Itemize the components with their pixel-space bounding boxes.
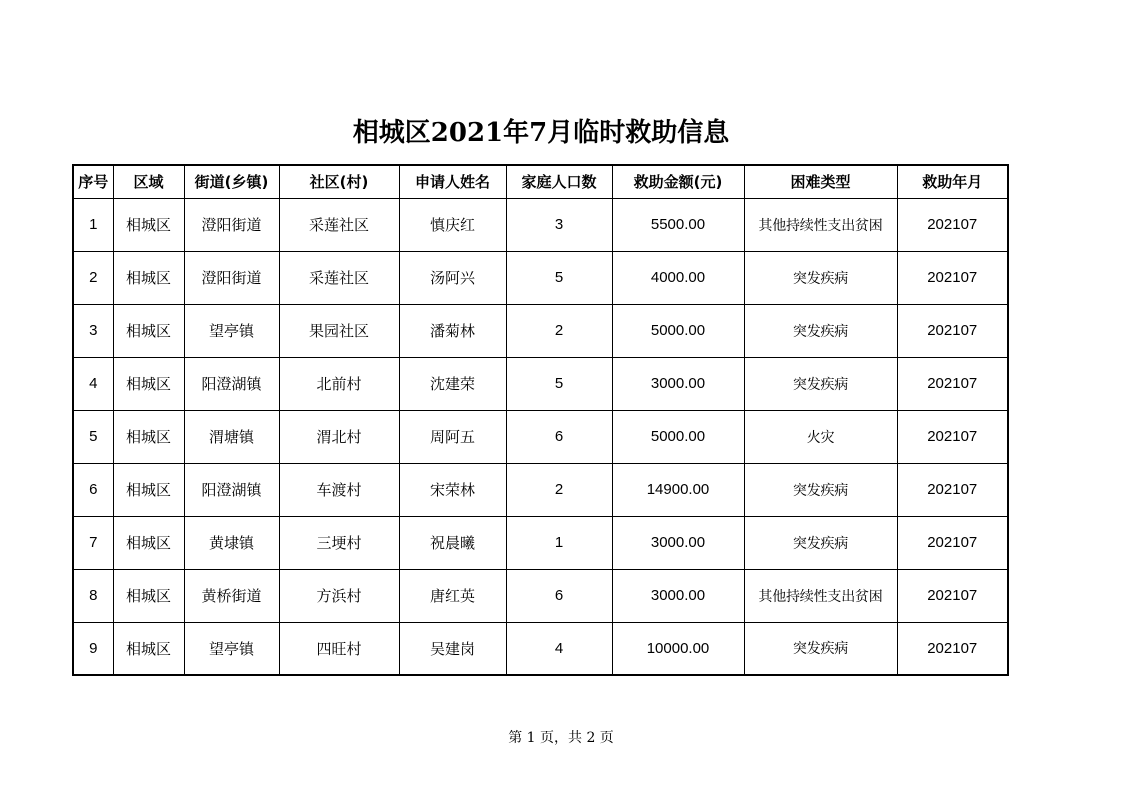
cell-serial: 7 (73, 516, 113, 569)
cell-amount: 10000.00 (612, 622, 744, 675)
cell-district: 相城区 (113, 463, 184, 516)
header-applicant: 申请人姓名 (399, 165, 506, 198)
table-row (73, 198, 1008, 251)
cell-amount: 3000.00 (612, 357, 744, 410)
cell-applicant: 慎庆红 (399, 198, 506, 251)
table-row (73, 622, 1008, 675)
cell-community: 方浜村 (279, 569, 399, 622)
cell-community: 渭北村 (279, 410, 399, 463)
cell-street: 渭塘镇 (184, 410, 279, 463)
cell-relief-month: 202107 (897, 357, 1008, 410)
cell-community: 北前村 (279, 357, 399, 410)
cell-community: 采莲社区 (279, 198, 399, 251)
cell-relief-month: 202107 (897, 516, 1008, 569)
table-row (73, 357, 1008, 410)
cell-district: 相城区 (113, 357, 184, 410)
cell-street: 阳澄湖镇 (184, 463, 279, 516)
cell-hardship-type: 突发疾病 (744, 357, 897, 410)
cell-serial: 5 (73, 410, 113, 463)
cell-family-size: 5 (506, 357, 612, 410)
header-hardship-type: 困难类型 (744, 165, 897, 198)
header-amount: 救助金额(元) (612, 165, 744, 198)
cell-family-size: 1 (506, 516, 612, 569)
cell-street: 澄阳街道 (184, 251, 279, 304)
cell-street: 黄桥街道 (184, 569, 279, 622)
cell-street: 望亭镇 (184, 304, 279, 357)
cell-family-size: 2 (506, 304, 612, 357)
page-footer: 第 1 页，共 2 页 (508, 730, 614, 746)
cell-relief-month: 202107 (897, 463, 1008, 516)
cell-hardship-type: 突发疾病 (744, 622, 897, 675)
cell-relief-month: 202107 (897, 569, 1008, 622)
cell-hardship-type: 其他持续性支出贫困 (744, 569, 897, 622)
table-row (73, 516, 1008, 569)
cell-serial: 4 (73, 357, 113, 410)
cell-hardship-type: 突发疾病 (744, 516, 897, 569)
cell-district: 相城区 (113, 622, 184, 675)
cell-family-size: 4 (506, 622, 612, 675)
cell-amount: 5000.00 (612, 304, 744, 357)
cell-amount: 3000.00 (612, 569, 744, 622)
cell-district: 相城区 (113, 569, 184, 622)
cell-district: 相城区 (113, 251, 184, 304)
table-row (73, 569, 1008, 622)
cell-hardship-type: 火灾 (744, 410, 897, 463)
table-row (73, 410, 1008, 463)
cell-hardship-type: 突发疾病 (744, 251, 897, 304)
cell-street: 澄阳街道 (184, 198, 279, 251)
table-row (73, 304, 1008, 357)
header-relief-month: 救助年月 (897, 165, 1008, 198)
header-community: 社区(村) (279, 165, 399, 198)
cell-serial: 2 (73, 251, 113, 304)
table-header-row (73, 165, 1008, 198)
cell-serial: 9 (73, 622, 113, 675)
page-title: 相城区2021年7月临时救助信息 (352, 118, 730, 148)
table-row (73, 463, 1008, 516)
cell-serial: 1 (73, 198, 113, 251)
relief-table (72, 164, 1009, 676)
cell-hardship-type: 突发疾病 (744, 304, 897, 357)
cell-applicant: 吴建岗 (399, 622, 506, 675)
cell-amount: 14900.00 (612, 463, 744, 516)
cell-district: 相城区 (113, 516, 184, 569)
cell-hardship-type: 突发疾病 (744, 463, 897, 516)
header-family-size: 家庭人口数 (506, 165, 612, 198)
cell-relief-month: 202107 (897, 198, 1008, 251)
cell-family-size: 6 (506, 569, 612, 622)
cell-serial: 3 (73, 304, 113, 357)
cell-family-size: 6 (506, 410, 612, 463)
cell-applicant: 潘菊林 (399, 304, 506, 357)
cell-community: 果园社区 (279, 304, 399, 357)
header-serial: 序号 (73, 165, 113, 198)
cell-district: 相城区 (113, 410, 184, 463)
header-street: 街道(乡镇) (184, 165, 279, 198)
cell-street: 黄埭镇 (184, 516, 279, 569)
cell-amount: 3000.00 (612, 516, 744, 569)
cell-serial: 8 (73, 569, 113, 622)
cell-family-size: 3 (506, 198, 612, 251)
cell-district: 相城区 (113, 198, 184, 251)
header-district: 区域 (113, 165, 184, 198)
cell-applicant: 唐红英 (399, 569, 506, 622)
cell-family-size: 2 (506, 463, 612, 516)
cell-family-size: 5 (506, 251, 612, 304)
cell-amount: 5000.00 (612, 410, 744, 463)
cell-applicant: 宋荣林 (399, 463, 506, 516)
cell-community: 三埂村 (279, 516, 399, 569)
cell-community: 四旺村 (279, 622, 399, 675)
cell-amount: 5500.00 (612, 198, 744, 251)
cell-relief-month: 202107 (897, 410, 1008, 463)
cell-street: 望亭镇 (184, 622, 279, 675)
cell-applicant: 祝晨曦 (399, 516, 506, 569)
cell-serial: 6 (73, 463, 113, 516)
cell-relief-month: 202107 (897, 622, 1008, 675)
table-row (73, 251, 1008, 304)
cell-applicant: 周阿五 (399, 410, 506, 463)
cell-relief-month: 202107 (897, 304, 1008, 357)
cell-street: 阳澄湖镇 (184, 357, 279, 410)
cell-relief-month: 202107 (897, 251, 1008, 304)
cell-amount: 4000.00 (612, 251, 744, 304)
cell-community: 采莲社区 (279, 251, 399, 304)
cell-applicant: 沈建荣 (399, 357, 506, 410)
cell-district: 相城区 (113, 304, 184, 357)
cell-community: 车渡村 (279, 463, 399, 516)
cell-hardship-type: 其他持续性支出贫困 (744, 198, 897, 251)
cell-applicant: 汤阿兴 (399, 251, 506, 304)
